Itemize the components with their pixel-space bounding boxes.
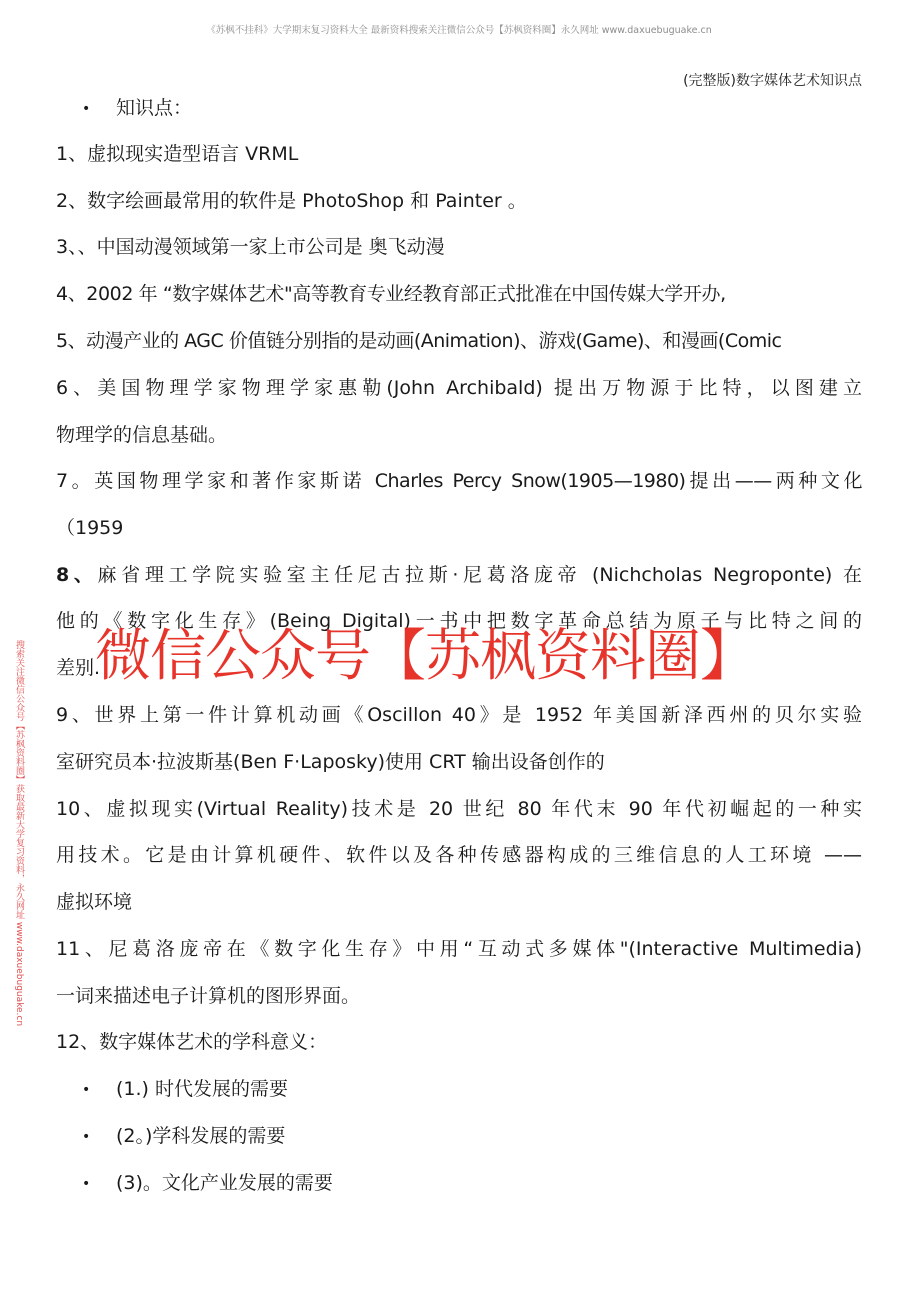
paragraph-4: 4、2002 年 “数字媒体艺术"高等教育专业经教育部正式批准在中国传媒大学开办, — [56, 283, 726, 305]
paragraph-8-line-1 — [56, 563, 862, 587]
paragraph-8-number: 8、 — [56, 564, 98, 586]
sub-item-1 — [82, 1077, 288, 1102]
paragraph-10-line-3: 虚拟环境 — [56, 891, 133, 913]
sub-item-3-text: (3)。文化产业发展的需要 — [116, 1172, 333, 1194]
paragraph-10-line-1: 10、虚拟现实(Virtual Reality)技术是 20 世纪 80 年代末 90 年代初崛起的一种实 — [56, 798, 862, 820]
sub-item-2 — [82, 1124, 285, 1149]
paragraph-11-line-1: 11、尼葛洛庞帝在《数字化生存》中用“互动式多媒体"(Interactive Multimedia) — [56, 938, 862, 960]
paragraph-8-line-1-text: 麻省理工学院实验室主任尼古拉斯·尼葛洛庞帝 (Nichcholas Negroponte) 在 — [97, 564, 862, 586]
paragraph-11-line-2: 一词来描述电子计算机的图形界面。 — [56, 985, 361, 1007]
sub-item-3 — [82, 1171, 333, 1196]
knowledge-heading — [82, 96, 192, 121]
paragraph-3: 3、、中国动漫领域第一家上市公司是 奥飞动漫 — [56, 236, 445, 258]
bullet-icon: • — [82, 1175, 91, 1192]
paragraph-5: 5、动漫产业的 AGC 价值链分别指的是动画(Animation)、游戏(Game)、和漫画(Comic — [56, 330, 782, 352]
paragraph-1: 1、虚拟现实造型语言 VRML — [56, 143, 299, 165]
paragraph-8-line-3: 差别. — [56, 657, 101, 679]
running-header: (完整版)数字媒体艺术知识点 — [683, 73, 862, 89]
top-banner: 《苏枫不挂科》大学期末复习资料大全 最新资料搜索关注微信公众号【苏枫资料圈】永久网址 www.daxuebuguake.cn — [206, 25, 712, 36]
paragraph-9-line-1: 9、世界上第一件计算机动画《Oscillon 40》是 1952 年美国新泽西州的贝尔实验 — [56, 704, 862, 726]
paragraph-2: 2、数字绘画最常用的软件是 PhotoShop 和 Painter 。 — [56, 190, 527, 212]
side-watermark: 搜索关注微信公众号【苏枫资料圈】获取最新大学复习资料，永久网址 www.daxuebuguake.cn — [14, 640, 24, 1027]
paragraph-10-line-2: 用技术。它是由计算机硬件、软件以及各种传感器构成的三维信息的人工环境 —— — [56, 844, 862, 866]
bullet-icon: • — [82, 100, 91, 117]
paragraph-9-line-2: 室研究员本·拉波斯基(Ben F·Laposky)使用 CRT 输出设备创作的 — [56, 751, 605, 773]
stamp-watermark: 微信公众号【苏枫资料圈】 — [95, 624, 755, 689]
paragraph-7-line-2: （1959 — [56, 517, 124, 539]
heading-text: 知识点： — [116, 97, 193, 119]
sub-item-2-text: (2。)学科发展的需要 — [116, 1125, 286, 1147]
sub-item-1-text: (1.) 时代发展的需要 — [116, 1078, 288, 1100]
bullet-icon: • — [82, 1081, 91, 1098]
paragraph-8-line-2: 他的《数字化生存》(Being Digital)一书中把数字革命总结为原子与比特之间的 — [56, 610, 862, 632]
paragraph-6-line-2: 物理学的信息基础。 — [56, 424, 228, 446]
paragraph-7-line-1: 7。英国物理学家和著作家斯诺 Charles Percy Snow(1905—1980)提出——两种文化 — [56, 470, 862, 492]
bullet-icon: • — [82, 1128, 91, 1145]
paragraph-6-line-1: 6、美国物理学家物理学家惠勒(John Archibald) 提出万物源于比特，以图建立 — [56, 377, 862, 399]
paragraph-12: 12、数字媒体艺术的学科意义： — [56, 1031, 328, 1053]
